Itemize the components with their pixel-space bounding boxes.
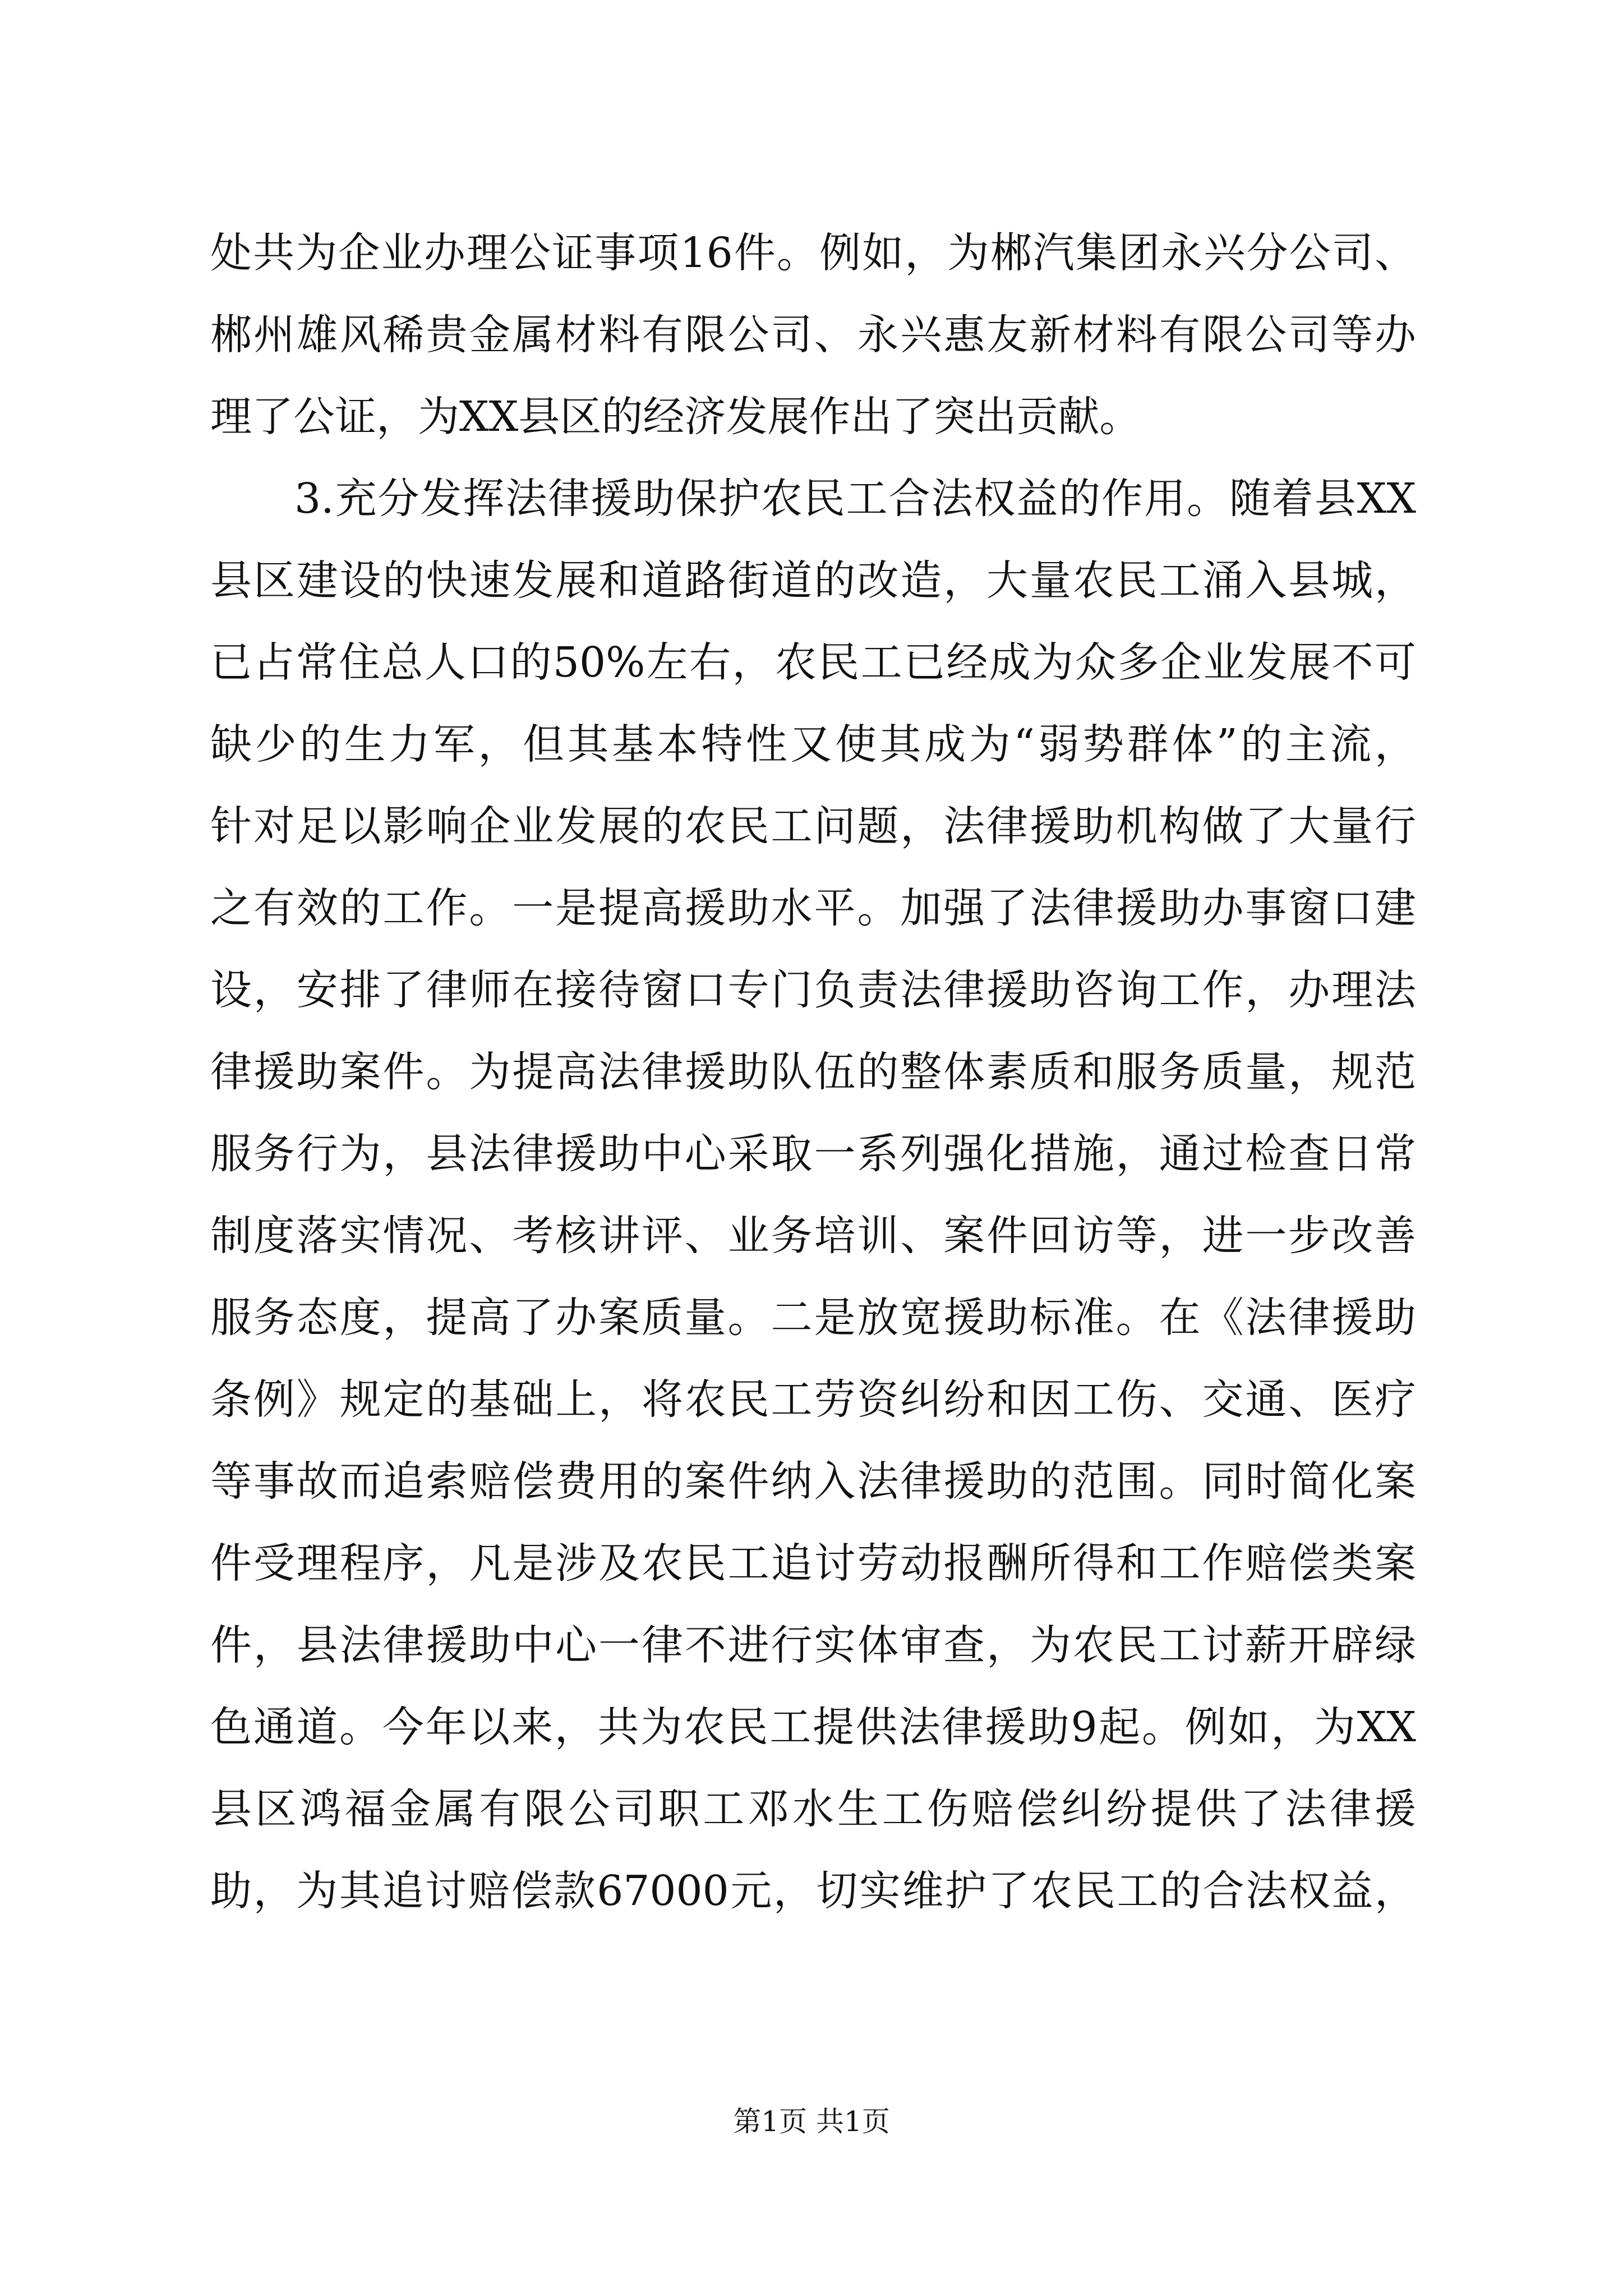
text-line: 处共为企业办理公证事项16件。例如，为郴汽集团永兴分公司、 [210, 229, 1416, 277]
text-line: 郴州雄风稀贵金属材料有限公司、永兴惠友新材料有限公司等办 [210, 311, 1416, 359]
text-line: 助，为其追讨赔偿款67000元，切实维护了农民工的合法权益， [210, 1867, 1416, 1915]
body-text [210, 212, 1416, 1932]
text-line: 之有效的工作。一是提高援助水平。加强了法律援助办事窗口建 [210, 884, 1416, 932]
text-line: 件，县法律援助中心一律不进行实体审查，为农民工讨薪开辟绿 [210, 1621, 1416, 1669]
text-line: 律援助案件。为提高法律援助队伍的整体素质和服务质量，规范 [210, 1048, 1416, 1096]
text-line: 制度落实情况、考核讲评、业务培训、案件回访等，进一步改善 [210, 1212, 1416, 1260]
text-line: 条例》规定的基础上，将农民工劳资纠纷和因工伤、交通、医疗 [210, 1375, 1416, 1424]
text-line: 已占常住总人口的50%左右，农民工已经成为众多企业发展不可 [210, 638, 1416, 687]
text-line: 县区建设的快速发展和道路街道的改造，大量农民工涌入县城， [210, 556, 1416, 605]
text-line: 县区鸿福金属有限公司职工邓水生工伤赔偿纠纷提供了法律援 [210, 1785, 1416, 1833]
text-line: 服务态度，提高了办案质量。二是放宽援助标准。在《法律援助 [210, 1294, 1416, 1342]
text-line: 服务行为，县法律援助中心采取一系列强化措施，通过检查日常 [210, 1130, 1416, 1178]
text-line: 色通道。今年以来，共为农民工提供法律援助9起。例如，为XX [210, 1703, 1416, 1751]
text-line: 件受理程序，凡是涉及农民工追讨劳动报酬所得和工作赔偿类案 [210, 1539, 1416, 1588]
text-line: 缺少的生力军，但其基本特性又使其成为“弱势群体”的主流， [210, 720, 1416, 769]
text-line: 针对足以影响企业发展的农民工问题，法律援助机构做了大量行 [210, 802, 1416, 850]
paragraph-first-line: 3.充分发挥法律援助保护农民工合法权益的作用。随着县XX [294, 475, 1416, 523]
text-line: 设，安排了律师在接待窗口专门负责法律援助咨询工作，办理法 [210, 966, 1416, 1014]
page-number-footer: 第1页 共1页 [733, 2105, 890, 2138]
text-line: 理了公证，为XX县区的经济发展作出了突出贡献。 [210, 393, 1141, 441]
text-line: 等事故而追索赔偿费用的案件纳入法律援助的范围。同时简化案 [210, 1457, 1416, 1506]
